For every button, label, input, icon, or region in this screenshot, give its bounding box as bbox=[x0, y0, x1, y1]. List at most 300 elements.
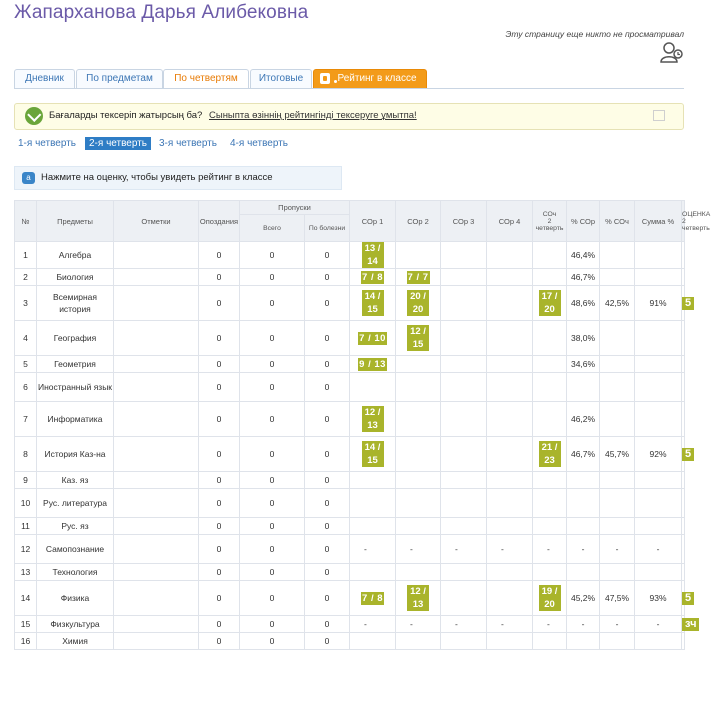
sor2-cell bbox=[396, 402, 441, 437]
subject-cell bbox=[37, 402, 114, 437]
sor4-cell bbox=[487, 356, 533, 373]
absence-sick-cell: 0 bbox=[305, 242, 350, 269]
table-row bbox=[15, 489, 685, 518]
absence-total-cell: 0 bbox=[240, 269, 305, 286]
sor1-cell bbox=[350, 373, 396, 402]
sor2-mark[interactable]: 12 / 15 bbox=[407, 325, 429, 351]
sor1-cell bbox=[350, 242, 396, 269]
rating-notice bbox=[14, 103, 684, 130]
subject-cell bbox=[37, 616, 114, 633]
marks-cell bbox=[114, 242, 199, 269]
sor2-cell bbox=[396, 321, 441, 356]
tab-diary[interactable]: Дневник bbox=[14, 69, 75, 88]
marks-cell bbox=[114, 321, 199, 356]
sor2-cell bbox=[396, 472, 441, 489]
row-number: 5 bbox=[15, 356, 37, 373]
sor3-cell bbox=[441, 402, 487, 437]
subject-link[interactable]: География bbox=[53, 333, 97, 343]
soch-cell: - bbox=[533, 535, 567, 564]
grade-cell bbox=[682, 321, 685, 356]
pct-soch-cell bbox=[600, 373, 635, 402]
soch-cell bbox=[533, 356, 567, 373]
absence-sick-cell: 0 bbox=[305, 581, 350, 616]
absence-total-cell: 0 bbox=[240, 581, 305, 616]
marks-cell bbox=[114, 286, 199, 321]
subject-link[interactable]: Рус. литература bbox=[43, 498, 107, 508]
subject-link[interactable]: Каз. яз bbox=[61, 475, 89, 485]
pct-sor-cell: 45,2% bbox=[567, 581, 600, 616]
view-tabs bbox=[14, 69, 684, 89]
sor2-cell bbox=[396, 373, 441, 402]
subject-cell bbox=[37, 472, 114, 489]
late-cell: 0 bbox=[199, 321, 240, 356]
marks-cell bbox=[114, 518, 199, 535]
check-leaf-icon bbox=[25, 107, 43, 125]
final-grade-mark[interactable]: 5 bbox=[682, 448, 694, 461]
grade-cell bbox=[682, 535, 685, 564]
sor1-cell bbox=[350, 437, 396, 472]
pct-soch-cell: - bbox=[600, 616, 635, 633]
subject-link[interactable]: Самопознание bbox=[45, 544, 105, 554]
grade-cell bbox=[682, 269, 685, 286]
tab-by-quarters[interactable]: По четвертям bbox=[163, 69, 249, 88]
sum-pct-cell bbox=[635, 489, 682, 518]
sor2-mark[interactable]: 20 / 20 bbox=[407, 290, 429, 316]
row-number: 1 bbox=[15, 242, 37, 269]
table-row bbox=[15, 472, 685, 489]
pct-sor-cell: - bbox=[567, 616, 600, 633]
quarter-2-link[interactable]: 2-я четверть bbox=[85, 137, 151, 150]
pct-soch-cell bbox=[600, 472, 635, 489]
soch-mark[interactable]: 19 / 20 bbox=[539, 585, 561, 611]
sor4-cell bbox=[487, 286, 533, 321]
tab-class-rating[interactable] bbox=[313, 69, 427, 88]
late-cell: 0 bbox=[199, 489, 240, 518]
soch-cell bbox=[533, 269, 567, 286]
marks-cell bbox=[114, 437, 199, 472]
soch-mark[interactable]: 17 / 20 bbox=[539, 290, 561, 316]
tab-final[interactable]: Итоговые bbox=[250, 69, 312, 88]
sum-pct-cell: 93% bbox=[635, 581, 682, 616]
rating-hint-text: Нажмите на оценку, чтобы увидеть рейтинг в классе bbox=[41, 172, 273, 183]
quarter-4-link[interactable]: 4-я четверть bbox=[230, 138, 288, 149]
sum-pct-cell bbox=[635, 321, 682, 356]
pct-sor-cell bbox=[567, 518, 600, 535]
absence-sick-cell: 0 bbox=[305, 286, 350, 321]
notice-question: Бағаларды тексеріп жатырсың ба? bbox=[49, 110, 203, 121]
table-row bbox=[15, 242, 685, 269]
table-row bbox=[15, 616, 685, 633]
absence-sick-cell: 0 bbox=[305, 356, 350, 373]
late-cell: 0 bbox=[199, 242, 240, 269]
sor1-mark[interactable]: 13 / 14 bbox=[362, 242, 384, 268]
grade-cell bbox=[682, 518, 685, 535]
sor1-mark[interactable]: 9 / 13 bbox=[359, 358, 386, 370]
pct-soch-cell bbox=[600, 633, 635, 650]
subject-cell bbox=[37, 373, 114, 402]
tab-class-rating-label: Рейтинг в классе bbox=[337, 73, 417, 84]
col-sum-pct: Сумма % bbox=[635, 201, 682, 242]
absence-total-cell: 0 bbox=[240, 633, 305, 650]
late-cell: 0 bbox=[199, 581, 240, 616]
row-number: 7 bbox=[15, 402, 37, 437]
sor4-cell bbox=[487, 269, 533, 286]
subject-cell bbox=[37, 581, 114, 616]
soch-cell bbox=[533, 242, 567, 269]
soch-cell bbox=[533, 564, 567, 581]
soch-cell bbox=[533, 489, 567, 518]
absence-total-cell: 0 bbox=[240, 616, 305, 633]
absence-sick-cell: 0 bbox=[305, 472, 350, 489]
row-number: 10 bbox=[15, 489, 37, 518]
sor3-cell bbox=[441, 286, 487, 321]
sor1-cell bbox=[350, 269, 396, 286]
sor4-cell bbox=[487, 633, 533, 650]
sor2-cell bbox=[396, 489, 441, 518]
final-grade-mark[interactable]: зч bbox=[682, 618, 699, 631]
absence-sick-cell: 0 bbox=[305, 269, 350, 286]
subject-cell bbox=[37, 269, 114, 286]
table-row bbox=[15, 581, 685, 616]
soch-cell bbox=[533, 286, 567, 321]
sor3-cell bbox=[441, 633, 487, 650]
pct-sor-cell: 46,7% bbox=[567, 269, 600, 286]
grade-cell bbox=[682, 437, 692, 472]
sum-pct-cell bbox=[635, 269, 682, 286]
pct-sor-cell bbox=[567, 472, 600, 489]
col-subject: Предметы bbox=[37, 201, 114, 242]
col-late: Опоздания bbox=[199, 201, 240, 242]
pct-sor-cell bbox=[567, 489, 600, 518]
subject-link[interactable]: Всемирная история bbox=[53, 292, 97, 314]
subject-cell bbox=[37, 242, 114, 269]
grade-cell bbox=[682, 581, 692, 616]
soch-cell: - bbox=[533, 616, 567, 633]
soch-mark[interactable]: 21 / 23 bbox=[539, 441, 561, 467]
subject-cell bbox=[37, 437, 114, 472]
table-row bbox=[15, 535, 685, 564]
sor3-cell bbox=[441, 373, 487, 402]
sum-pct-cell bbox=[635, 472, 682, 489]
pct-soch-cell bbox=[600, 564, 635, 581]
sum-pct-cell bbox=[635, 402, 682, 437]
col-number: № bbox=[15, 201, 37, 242]
sor2-mark[interactable]: 7 / 7 bbox=[407, 271, 429, 283]
pct-soch-cell bbox=[600, 402, 635, 437]
grade-cell bbox=[682, 286, 692, 321]
pct-sor-cell: 46,4% bbox=[567, 242, 600, 269]
close-icon[interactable] bbox=[653, 110, 665, 121]
table-row bbox=[15, 564, 685, 581]
sor4-cell bbox=[487, 437, 533, 472]
sor1-mark[interactable]: 14 / 15 bbox=[362, 441, 384, 467]
table-row bbox=[15, 373, 685, 402]
sum-pct-cell bbox=[635, 373, 682, 402]
col-pct-soch: % СОч bbox=[600, 201, 635, 242]
table-row bbox=[15, 321, 685, 356]
absence-total-cell: 0 bbox=[240, 242, 305, 269]
sor4-cell bbox=[487, 472, 533, 489]
pct-sor-cell: 48,6% bbox=[567, 286, 600, 321]
absence-total-cell: 0 bbox=[240, 437, 305, 472]
absence-total-cell: 0 bbox=[240, 356, 305, 373]
marks-cell bbox=[114, 373, 199, 402]
absence-sick-cell: 0 bbox=[305, 616, 350, 633]
late-cell: 0 bbox=[199, 269, 240, 286]
sor1-mark[interactable]: 7 / 8 bbox=[362, 271, 384, 283]
pct-sor-cell bbox=[567, 633, 600, 650]
row-number: 16 bbox=[15, 633, 37, 650]
rating-hint bbox=[14, 166, 342, 190]
sor2-cell bbox=[396, 269, 441, 286]
absence-total-cell: 0 bbox=[240, 286, 305, 321]
absence-sick-cell: 0 bbox=[305, 564, 350, 581]
final-grade-mark[interactable]: 5 bbox=[682, 592, 694, 605]
sor1-cell: - bbox=[350, 616, 396, 633]
absence-sick-cell: 0 bbox=[305, 437, 350, 472]
grade-cell bbox=[682, 489, 685, 518]
absence-sick-cell: 0 bbox=[305, 321, 350, 356]
grades-table bbox=[14, 200, 711, 650]
marks-cell bbox=[114, 472, 199, 489]
sum-pct-cell: - bbox=[635, 616, 682, 633]
sum-pct-cell bbox=[635, 518, 682, 535]
quarter-1-link[interactable]: 1-я четверть bbox=[18, 138, 76, 149]
sor4-cell bbox=[487, 402, 533, 437]
sor3-cell bbox=[441, 581, 487, 616]
subject-link[interactable]: Иностранный язык bbox=[37, 382, 113, 392]
sor1-cell bbox=[350, 518, 396, 535]
marks-cell bbox=[114, 489, 199, 518]
soch-cell bbox=[533, 373, 567, 402]
late-cell: 0 bbox=[199, 402, 240, 437]
subject-cell bbox=[37, 518, 114, 535]
sor3-cell bbox=[441, 564, 487, 581]
sor3-cell bbox=[441, 242, 487, 269]
sor4-cell bbox=[487, 581, 533, 616]
row-number: 2 bbox=[15, 269, 37, 286]
sor1-cell bbox=[350, 633, 396, 650]
marks-cell bbox=[114, 356, 199, 373]
col-absences: Пропуски bbox=[240, 201, 350, 215]
sor2-cell: - bbox=[396, 616, 441, 633]
pct-soch-cell bbox=[600, 356, 635, 373]
sum-pct-cell: 91% bbox=[635, 286, 682, 321]
absence-total-cell: 0 bbox=[240, 489, 305, 518]
sor3-cell bbox=[441, 269, 487, 286]
sor4-cell bbox=[487, 373, 533, 402]
pct-sor-cell: 46,7% bbox=[567, 437, 600, 472]
sor1-mark[interactable]: 7 / 10 bbox=[359, 332, 386, 344]
soch-cell bbox=[533, 472, 567, 489]
absence-total-cell: 0 bbox=[240, 564, 305, 581]
subject-cell bbox=[37, 356, 114, 373]
absence-total-cell: 0 bbox=[240, 535, 305, 564]
subject-cell bbox=[37, 286, 114, 321]
soch-cell bbox=[533, 402, 567, 437]
sor1-cell bbox=[350, 356, 396, 373]
sor1-mark[interactable]: 12 / 13 bbox=[362, 406, 384, 432]
sor1-mark[interactable]: 7 / 8 bbox=[362, 592, 384, 604]
col-absences-sick: По болезни bbox=[305, 215, 350, 242]
col-sor2: СОр 2 bbox=[396, 201, 441, 242]
sum-pct-cell bbox=[635, 356, 682, 373]
sum-pct-cell bbox=[635, 633, 682, 650]
sor1-cell bbox=[350, 286, 396, 321]
row-number: 8 bbox=[15, 437, 37, 472]
subject-link[interactable]: Физика bbox=[60, 593, 90, 603]
notice-rating-link[interactable]: Сыныпта өзіннің рейтингінді тексеруге ұмытпа! bbox=[209, 110, 417, 121]
sor2-cell bbox=[396, 564, 441, 581]
sor1-cell bbox=[350, 472, 396, 489]
tab-by-subjects[interactable]: По предметам bbox=[76, 69, 163, 88]
absence-sick-cell: 0 bbox=[305, 373, 350, 402]
pct-soch-cell bbox=[600, 269, 635, 286]
marks-cell bbox=[114, 402, 199, 437]
sor2-cell bbox=[396, 437, 441, 472]
marks-cell bbox=[114, 535, 199, 564]
final-grade-mark[interactable]: 5 bbox=[682, 297, 694, 310]
sor1-cell bbox=[350, 564, 396, 581]
absence-total-cell: 0 bbox=[240, 518, 305, 535]
table-row bbox=[15, 356, 685, 373]
sor2-cell bbox=[396, 581, 441, 616]
grade-cell bbox=[682, 472, 685, 489]
col-sor1: СОр 1 bbox=[350, 201, 396, 242]
user-avatar-icon bbox=[658, 40, 684, 64]
subject-link[interactable]: История Каз-на bbox=[44, 449, 106, 459]
marks-cell bbox=[114, 581, 199, 616]
pct-soch-cell bbox=[600, 321, 635, 356]
sor3-cell bbox=[441, 437, 487, 472]
pct-sor-cell: 38,0% bbox=[567, 321, 600, 356]
pct-sor-cell: - bbox=[567, 535, 600, 564]
pct-soch-cell bbox=[600, 518, 635, 535]
sor3-cell bbox=[441, 489, 487, 518]
rating-icon bbox=[320, 73, 330, 84]
tabs-divider bbox=[14, 88, 684, 89]
grade-cell bbox=[682, 633, 685, 650]
subject-cell bbox=[37, 321, 114, 356]
late-cell: 0 bbox=[199, 616, 240, 633]
pct-soch-cell: - bbox=[600, 535, 635, 564]
grade-cell bbox=[682, 402, 685, 437]
late-cell: 0 bbox=[199, 633, 240, 650]
sor1-mark[interactable]: 14 / 15 bbox=[362, 290, 384, 316]
pct-soch-cell bbox=[600, 489, 635, 518]
absence-sick-cell: 0 bbox=[305, 402, 350, 437]
grade-cell bbox=[682, 242, 685, 269]
row-number: 9 bbox=[15, 472, 37, 489]
sor3-cell bbox=[441, 356, 487, 373]
marks-cell bbox=[114, 633, 199, 650]
sor2-cell bbox=[396, 633, 441, 650]
rating-hint-icon: a bbox=[22, 172, 35, 184]
col-sor3: СОр 3 bbox=[441, 201, 487, 242]
sor2-cell bbox=[396, 518, 441, 535]
rating-dot-icon bbox=[334, 80, 337, 83]
absence-total-cell: 0 bbox=[240, 321, 305, 356]
subject-cell bbox=[37, 535, 114, 564]
sor1-cell bbox=[350, 489, 396, 518]
row-number: 14 bbox=[15, 581, 37, 616]
col-marks: Отметки bbox=[114, 201, 199, 242]
row-number: 15 bbox=[15, 616, 37, 633]
subject-link[interactable]: Биология bbox=[56, 272, 94, 282]
sor3-cell: - bbox=[441, 535, 487, 564]
sor3-cell bbox=[441, 518, 487, 535]
sor1-cell bbox=[350, 321, 396, 356]
subject-link[interactable]: Геометрия bbox=[54, 359, 96, 369]
col-sor4: СОр 4 bbox=[487, 201, 533, 242]
grade-cell bbox=[682, 616, 697, 633]
table-row bbox=[15, 269, 685, 286]
subject-cell bbox=[37, 564, 114, 581]
late-cell: 0 bbox=[199, 472, 240, 489]
late-cell: 0 bbox=[199, 564, 240, 581]
col-pct-sor: % СОр bbox=[567, 201, 600, 242]
subject-link[interactable]: Химия bbox=[62, 636, 88, 646]
row-number: 13 bbox=[15, 564, 37, 581]
col-absences-total: Всего bbox=[240, 215, 305, 242]
grade-cell bbox=[682, 356, 685, 373]
sor3-cell bbox=[441, 472, 487, 489]
sor4-cell: - bbox=[487, 616, 533, 633]
sor4-cell bbox=[487, 489, 533, 518]
sor2-cell: - bbox=[396, 535, 441, 564]
row-number: 6 bbox=[15, 373, 37, 402]
marks-cell bbox=[114, 269, 199, 286]
sor4-cell bbox=[487, 564, 533, 581]
pct-soch-cell: 47,5% bbox=[600, 581, 635, 616]
soch-cell bbox=[533, 633, 567, 650]
pct-soch-cell bbox=[600, 242, 635, 269]
sum-pct-cell: 92% bbox=[635, 437, 682, 472]
pct-sor-cell bbox=[567, 564, 600, 581]
sor2-cell bbox=[396, 242, 441, 269]
sor3-cell bbox=[441, 321, 487, 356]
pct-sor-cell: 46,2% bbox=[567, 402, 600, 437]
subject-link[interactable]: Информатика bbox=[47, 414, 103, 424]
absence-total-cell: 0 bbox=[240, 472, 305, 489]
sor2-mark[interactable]: 12 / 13 bbox=[407, 585, 429, 611]
view-status-text: Эту страницу еще никто не просматривал bbox=[505, 29, 684, 39]
late-cell: 0 bbox=[199, 535, 240, 564]
pct-soch-cell: 45,7% bbox=[600, 437, 635, 472]
soch-cell bbox=[533, 518, 567, 535]
subject-link[interactable]: Рус. яз bbox=[61, 521, 89, 531]
subject-link[interactable]: Физкультура bbox=[50, 619, 100, 629]
table-row bbox=[15, 402, 685, 437]
col-soch bbox=[533, 201, 567, 242]
pct-soch-cell: 42,5% bbox=[600, 286, 635, 321]
table-row bbox=[15, 518, 685, 535]
table-row bbox=[15, 633, 685, 650]
sor1-cell: - bbox=[350, 535, 396, 564]
sor4-cell bbox=[487, 518, 533, 535]
sum-pct-cell bbox=[635, 564, 682, 581]
pct-sor-cell bbox=[567, 373, 600, 402]
subject-link[interactable]: Технология bbox=[52, 567, 98, 577]
absence-sick-cell: 0 bbox=[305, 518, 350, 535]
table-row bbox=[15, 286, 685, 321]
student-name: Жапарханова Дарья Алибековна bbox=[14, 2, 309, 23]
row-number: 3 bbox=[15, 286, 37, 321]
sum-pct-cell bbox=[635, 242, 682, 269]
quarter-3-link[interactable]: 3-я четверть bbox=[159, 138, 217, 149]
subject-link[interactable]: Алгебра bbox=[58, 250, 92, 260]
sor2-cell bbox=[396, 286, 441, 321]
